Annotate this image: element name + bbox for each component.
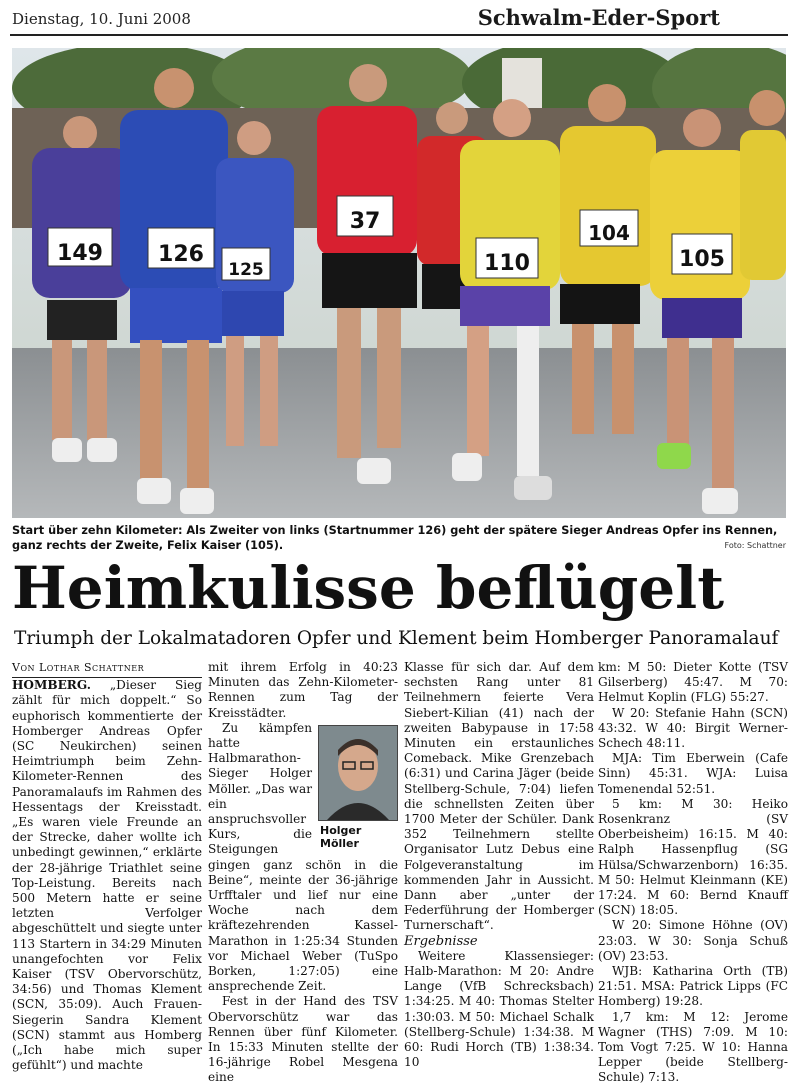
photo-caption: Start über zehn Kilometer: Als Zweiter von links (Startnummer 126) geht der spätere Sieger Andreas Opfer ins Rennen, ganz rechts der Zweite, Felix Kaiser (105). — [12, 524, 778, 552]
runners-illustration — [12, 48, 786, 518]
results-paragraph: MJA: Tim Eberwein (Cafe Sinn) 45:31. WJA: Luisa Tomenendal 52:51. — [598, 751, 788, 796]
photo-credit: Foto: Schattner — [724, 541, 786, 550]
article-headline: Heimkulisse beflügelt — [12, 554, 725, 622]
race-start-photo — [12, 48, 786, 518]
article-column-2 — [208, 660, 398, 1086]
paragraph: Zu kämpfen hatte Halbmarathon-Sieger Holger Möller. „Das war ein anspruchsvoller Kurs, die Steigungen gingen ganz schön in die Beine“, meinte der 36-jährige Urfftaler und lief nur eine Woche nach dem kräftezehrenden Kassel-Marathon in 1:25:34 Stunden vor Michael Weber (TuSpo Borken, 1:27:05) eine ansprechende Zeit. — [208, 720, 398, 994]
bib-110: 110 — [484, 251, 530, 276]
portrait-figure — [318, 725, 398, 850]
bib-149: 149 — [57, 241, 103, 266]
bib-125: 125 — [228, 260, 264, 280]
results-paragraph: W 20: Stefanie Hahn (SCN) 43:32. W 40: Birgit Werner-Schech 48:11. — [598, 705, 788, 751]
byline: Von Lothar Schattner — [12, 660, 202, 678]
results-paragraph: 1,7 km: M 12: Jerome Wagner (THS) 7:09. M 10: Tom Vogt 7:25. W 10: Hanna Lepper (beide Stellberg-Schule) 7:13. — [598, 1009, 788, 1085]
paragraph: Fest in der Hand des TSV Obervorschütz war das Rennen über fünf Kilometer. In 15:33 Minuten stellte der 16-jährige Robel Mesgena eine — [208, 994, 398, 1085]
section-title: Schwalm-Eder-Sport — [477, 5, 720, 30]
bib-126: 126 — [158, 242, 204, 267]
results-paragraph: W 20: Simone Höhne (OV) 23:03. W 30: Sonja Schuß (OV) 23:53. — [598, 918, 788, 963]
results-heading: Ergebnisse — [404, 933, 478, 949]
issue-date: Dienstag, 10. Juni 2008 — [12, 10, 191, 28]
lead-paragraph — [12, 678, 202, 1073]
dateline: HOMBERG. — [12, 678, 91, 693]
lead-text: „Dieser Sieg zählt für mich doppelt.“ So euphorisch kommentierte der Homberger Andreas Opfer (SC Neukirchen) seinen Heimtriumph beim Zehn-Kilometer-Rennen des Panoramalaufs im Rahmen des Hessentags der Kreisstadt. „Es waren viele Freunde an der Strecke, daher wollte ich unbedingt gewinnen,“ erklärte der 28-jährige Triathlet seine Top-Leistung. Bereits nach 500 Metern hatte er seine letzten Verfolger abgeschüttelt und siegte unter 113 Startern in 34:29 Minuten unangefochten vor Felix Kaiser (TSV Obervorschütz, 34:56) und Thomas Klement (SCN, 35:09). Auch Frauen-Siegerin Sandra Klement (SCN) stammt aus Homberg („Ich habe mich super gefühlt“) und machte — [12, 678, 202, 1073]
results-paragraph: 5 km: M 30: Heiko Rosenkranz (SV Oberbeisheim) 16:15. M 40: Ralph Hassenpflug (SG Hülsa/Schwarzenborn) 16:35. M 50: Helmut Kleinmann (KE) 17:24. M 60: Bernd Knauff (SCN) 18:05. — [598, 796, 788, 918]
page-header — [10, 4, 788, 36]
article-subheadline: Triumph der Lokalmatadoren Opfer und Klement beim Homberger Panoramalauf — [14, 628, 779, 649]
article-column-3 — [404, 660, 594, 1070]
bib-105: 105 — [679, 247, 725, 272]
bib-104: 104 — [588, 221, 630, 245]
results-paragraph: km: M 50: Dieter Kotte (TSV Gilserberg) 45:47. M 70: Helmut Koplin (FLG) 55:27. — [598, 660, 788, 705]
portrait-illustration — [319, 726, 397, 820]
portrait-caption: Holger Möller — [320, 823, 362, 850]
article-column-4 — [598, 660, 788, 1086]
article-column-1 — [12, 660, 202, 1073]
paragraph: mit ihrem Erfolg in 40:23 Minuten das Zehn-Kilometer-Rennen zum Tag der Kreisstädter. — [208, 660, 398, 720]
paragraph: Klasse für sich dar. Auf dem sechsten Rang unter 81 Teilnehmern feierte Vera Siebert-Kilian (41) nach der zweiten Babypause in 17:58 Minuten ein erstaunliches Comeback. Mike Grenzebach (6:31) und Carina Jäger (beide Stellberg-Schule, 7:04) liefen die schnellsten Zeiten über 1700 Meter der Schüler. Dank 352 Teilnehmern stellte Organisator Lutz Debus eine Folgeveranstaltung im kommenden Jahr in Aussicht. Dann aber „unter der Federführung der Homberger Turnerschaft“. — [404, 660, 594, 933]
results-paragraph: WJB: Katharina Orth (TB) 21:51. MSA: Patrick Lipps (FC Homberg) 19:28. — [598, 964, 788, 1009]
bib-37: 37 — [349, 209, 381, 234]
results-paragraph: Weitere Klassensieger: Halb-Marathon: M 20: Andre Lange (VfB Schrecksbach) 1:34:25. M 40: Thomas Stelter 1:30:03. M 50: Michael Schalk (Stellberg-Schule) 1:34:38. M 60: Rudi Horch (TB) 1:38:34. 10 — [404, 948, 594, 1070]
portrait-photo — [318, 725, 398, 821]
